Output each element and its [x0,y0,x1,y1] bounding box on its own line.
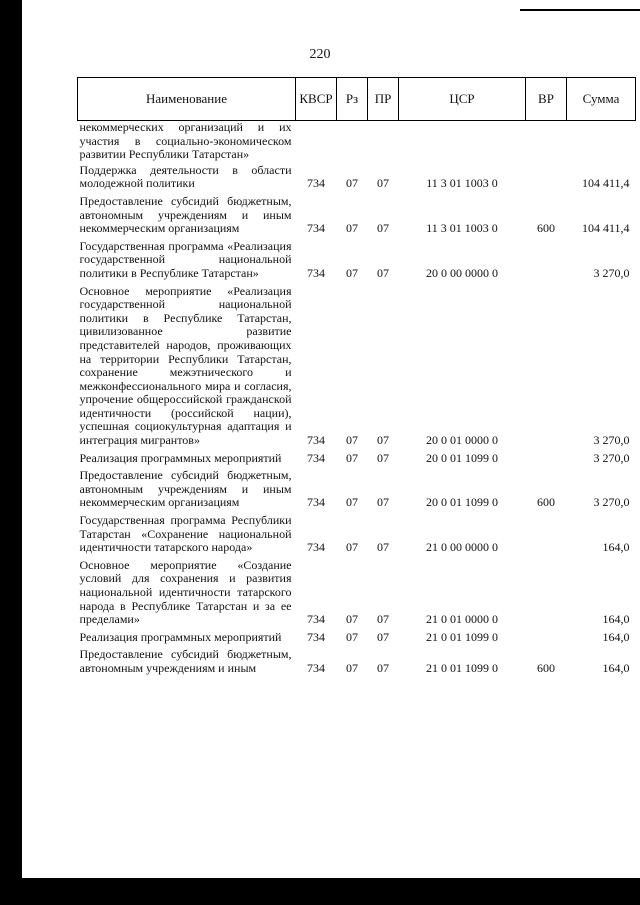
cell-kvsr: 734 [307,629,325,644]
cell-sum: 3 270,0 [593,450,630,465]
table-row [78,646,636,677]
header-sum: Сумма [567,78,636,121]
cell-sum: 164,0 [602,540,630,555]
cell-rz: 07 [346,660,358,675]
cell-sum: 3 270,0 [593,265,630,280]
page-number: 220 [309,47,331,62]
table-row [78,450,636,468]
table-body [78,121,636,678]
cell-name: Реализация программных мероприятий [79,629,282,644]
cell-sum [567,121,636,162]
table-row [78,512,636,557]
cell-name: Основное мероприятие «Создание условий для сохранения и развития национальной идентичности татарского народа в Республике Татарстан и за ее пределами» [79,557,292,627]
cell-kvsr: 734 [307,433,325,448]
cell-vr: 600 [537,495,555,510]
header-rz: Рз [337,78,368,121]
cell-name: Поддержка деятельности в области молодежной политики [79,162,292,191]
scan-top-mark [520,9,640,11]
cell-pr: 07 [377,176,389,191]
cell-sum: 104 411,4 [581,221,630,236]
cell-csr: 20 0 01 1099 0 [426,495,498,510]
cell-name: Предоставление субсидий бюджетным, автономным учреждениям и иным некоммерческим организациям [79,468,292,510]
cell-pr: 07 [377,612,389,627]
cell-kvsr [296,121,337,162]
cell-name: Предоставление субсидий бюджетным, автономным учреждениям и иным [79,647,292,675]
cell-pr: 07 [377,540,389,555]
header-kvsr: КВСР [296,78,337,121]
cell-name: Основное мероприятие «Реализация государственной национальной политики в Республике Татарстан, цивилизованное развитие представителей народов, проживающих на территории Республики Татарстан, сохранение межэтнического и межконфессионального мира и согласия, упрочение общероссийской гражданской идентичности (российской нации), успешная социокультурная адаптация и интеграция мигрантов» [79,283,292,448]
cell-pr: 07 [377,265,389,280]
cell-rz: 07 [346,265,358,280]
cell-vr [526,557,567,629]
table-row [78,557,636,629]
cell-pr: 07 [377,433,389,448]
cell-rz: 07 [346,629,358,644]
table-row [78,467,636,512]
table-header-row [78,78,636,121]
cell-pr: 07 [377,450,389,465]
header-pr: ПР [368,78,399,121]
cell-rz [337,121,368,162]
cell-name: некоммерческих организаций и их участия в социально-экономическом развитии Республики Татарстан» [79,120,292,162]
cell-rz: 07 [346,176,358,191]
table-row [78,283,636,450]
cell-csr: 20 0 00 0000 0 [426,265,498,280]
cell-csr: 21 0 01 1099 0 [426,629,498,644]
cell-kvsr: 734 [307,612,325,627]
cell-pr: 07 [377,660,389,675]
cell-sum: 3 270,0 [593,433,630,448]
table-row [78,193,636,238]
cell-sum: 104 411,4 [581,176,630,191]
cell-rz: 07 [346,612,358,627]
cell-pr: 07 [377,495,389,510]
cell-vr [526,283,567,450]
cell-kvsr: 734 [307,265,325,280]
scan-left-border [0,0,22,905]
cell-csr: 21 0 01 1099 0 [426,660,498,675]
cell-vr [526,629,567,647]
header-name: Наименование [78,78,296,121]
cell-kvsr: 734 [307,176,325,191]
cell-vr [526,238,567,283]
cell-kvsr: 734 [307,660,325,675]
header-csr: ЦСР [399,78,526,121]
cell-name: Предоставление субсидий бюджетным, автономным учреждениям и иным некоммерческим организациям [79,193,292,236]
cell-kvsr: 734 [307,540,325,555]
cell-kvsr: 734 [307,221,325,236]
scan-bottom-border [0,878,640,905]
budget-table [77,77,636,678]
cell-name: Государственная программа «Реализация государственной национальной политики в Республике Татарстан» [79,238,292,280]
table-row [78,162,636,193]
cell-pr: 07 [377,221,389,236]
table-row [78,238,636,283]
cell-rz: 07 [346,540,358,555]
cell-rz: 07 [346,495,358,510]
cell-pr: 07 [377,629,389,644]
cell-name: Государственная программа Республики Татарстан «Сохранение национальной идентичности татарского народа» [79,513,292,555]
cell-csr: 21 0 00 0000 0 [426,540,498,555]
cell-kvsr: 734 [307,450,325,465]
cell-pr [368,121,399,162]
cell-kvsr: 734 [307,495,325,510]
table-row [78,121,636,162]
cell-vr: 600 [537,660,555,675]
cell-csr: 11 3 01 1003 0 [426,221,498,236]
cell-csr: 20 0 01 1099 0 [426,450,498,465]
cell-csr [399,121,526,162]
cell-sum: 3 270,0 [593,495,630,510]
table-row [78,629,636,647]
cell-name: Реализация программных мероприятий [79,450,282,465]
cell-vr [526,162,567,193]
cell-vr [526,512,567,557]
cell-sum: 164,0 [602,612,630,627]
cell-vr: 600 [537,221,555,236]
cell-csr: 21 0 01 0000 0 [426,612,498,627]
cell-sum: 164,0 [602,660,630,675]
cell-rz: 07 [346,433,358,448]
cell-csr: 20 0 01 0000 0 [426,433,498,448]
cell-csr: 11 3 01 1003 0 [426,176,498,191]
cell-rz: 07 [346,221,358,236]
header-vr: ВР [526,78,567,121]
cell-rz: 07 [346,450,358,465]
cell-vr [526,121,567,162]
cell-sum: 164,0 [602,629,630,644]
cell-vr [526,450,567,468]
